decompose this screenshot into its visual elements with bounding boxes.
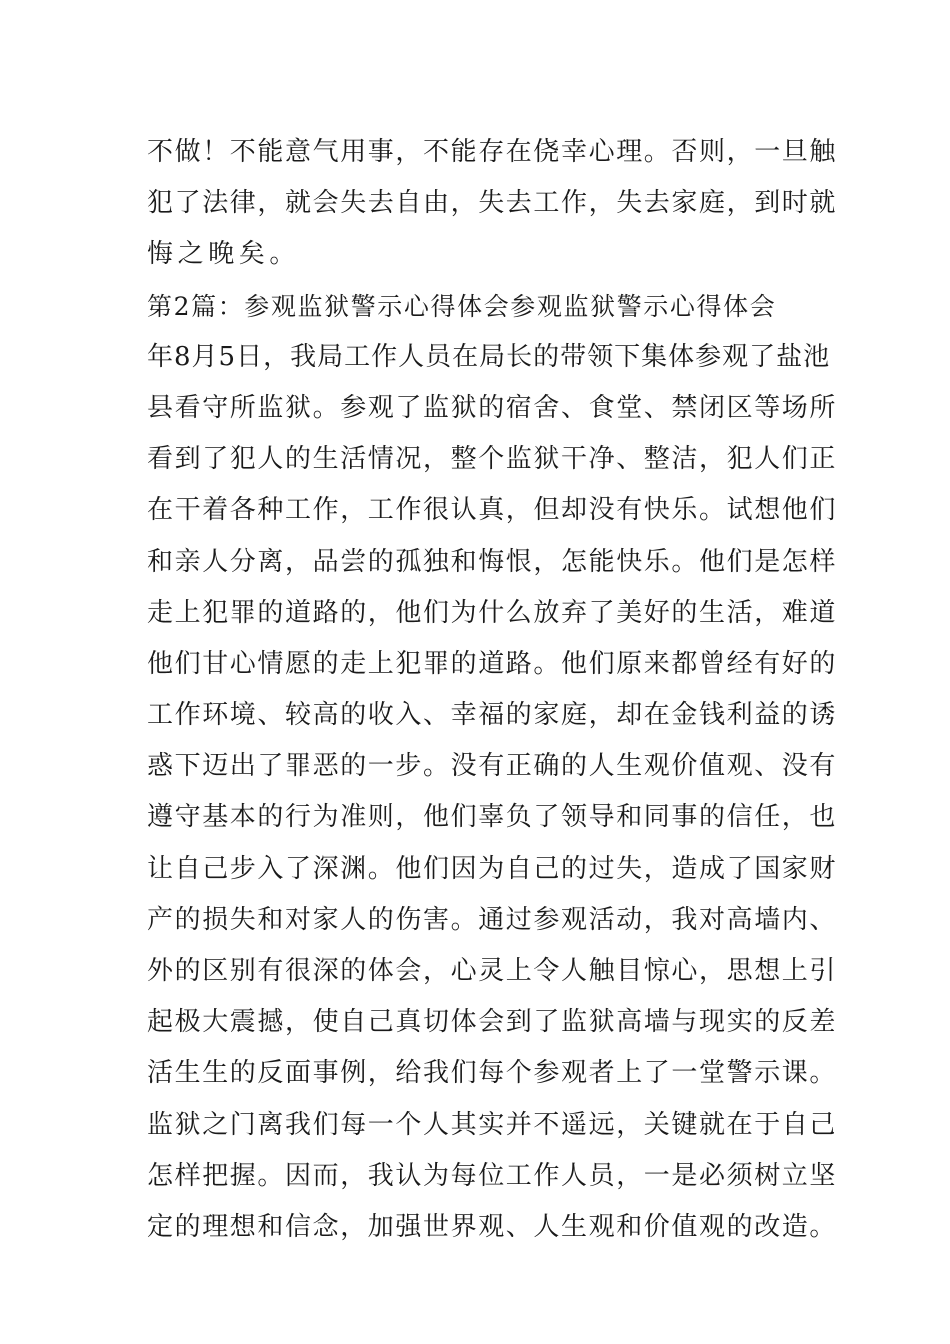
text-line: 遵守基本的行为准则，他们辜负了领导和同事的信任，也 <box>147 802 838 833</box>
text-line: 悔之晚矣。 <box>147 239 301 270</box>
text-line: 惑下迈出了罪恶的一步。没有正确的人生观价值观、没有 <box>147 751 838 782</box>
text-line: 犯了法律，就会失去自由，失去工作，失去家庭，到时就 <box>147 188 838 219</box>
text-line: 和亲人分离，品尝的孤独和悔恨，怎能快乐。他们是怎样 <box>147 546 838 577</box>
text-line: 监狱之门离我们每一个人其实并不遥远，关键就在于自己 <box>147 1109 838 1140</box>
text-line: 产的损失和对家人的伤害。通过参观活动，我对高墙内、 <box>147 904 838 935</box>
body-text <box>147 127 838 1253</box>
text-line: 走上犯罪的道路的，他们为什么放弃了美好的生活，难道 <box>147 597 838 628</box>
text-line: 县看守所监狱。参观了监狱的宿舍、食堂、禁闭区等场所 <box>147 392 838 423</box>
text-line: 让自己步入了深渊。他们因为自己的过失，造成了国家财 <box>147 853 838 884</box>
text-line: 年8月5日，我局工作人员在局长的带领下集体参观了盐池 <box>147 341 831 372</box>
text-line: 看到了犯人的生活情况，整个监狱干净、整洁，犯人们正 <box>147 444 838 475</box>
text-line: 定的理想和信念，加强世界观、人生观和价值观的改造。 <box>147 1211 838 1242</box>
text-line: 不做！不能意气用事，不能存在侥幸心理。否则，一旦触 <box>147 137 838 167</box>
text-line: 外的区别有很深的体会，心灵上令人触目惊心，思想上引 <box>147 956 838 986</box>
text-line: 在干着各种工作，工作很认真，但却没有快乐。试想他们 <box>147 495 838 526</box>
text-line: 怎样把握。因而，我认为每位工作人员，一是必须树立坚 <box>147 1160 838 1191</box>
section-heading: 第2篇：参观监狱警示心得体会参观监狱警示心得体会 <box>147 291 777 321</box>
text-line: 工作环境、较高的收入、幸福的家庭，却在金钱利益的诱 <box>147 700 838 731</box>
text-line: 他们甘心情愿的走上犯罪的道路。他们原来都曾经有好的 <box>147 648 838 679</box>
text-line: 起极大震撼，使自己真切体会到了监狱高墙与现实的反差 <box>147 1007 838 1038</box>
text-line: 活生生的反面事例，给我们每个参观者上了一堂警示课。 <box>147 1058 838 1089</box>
